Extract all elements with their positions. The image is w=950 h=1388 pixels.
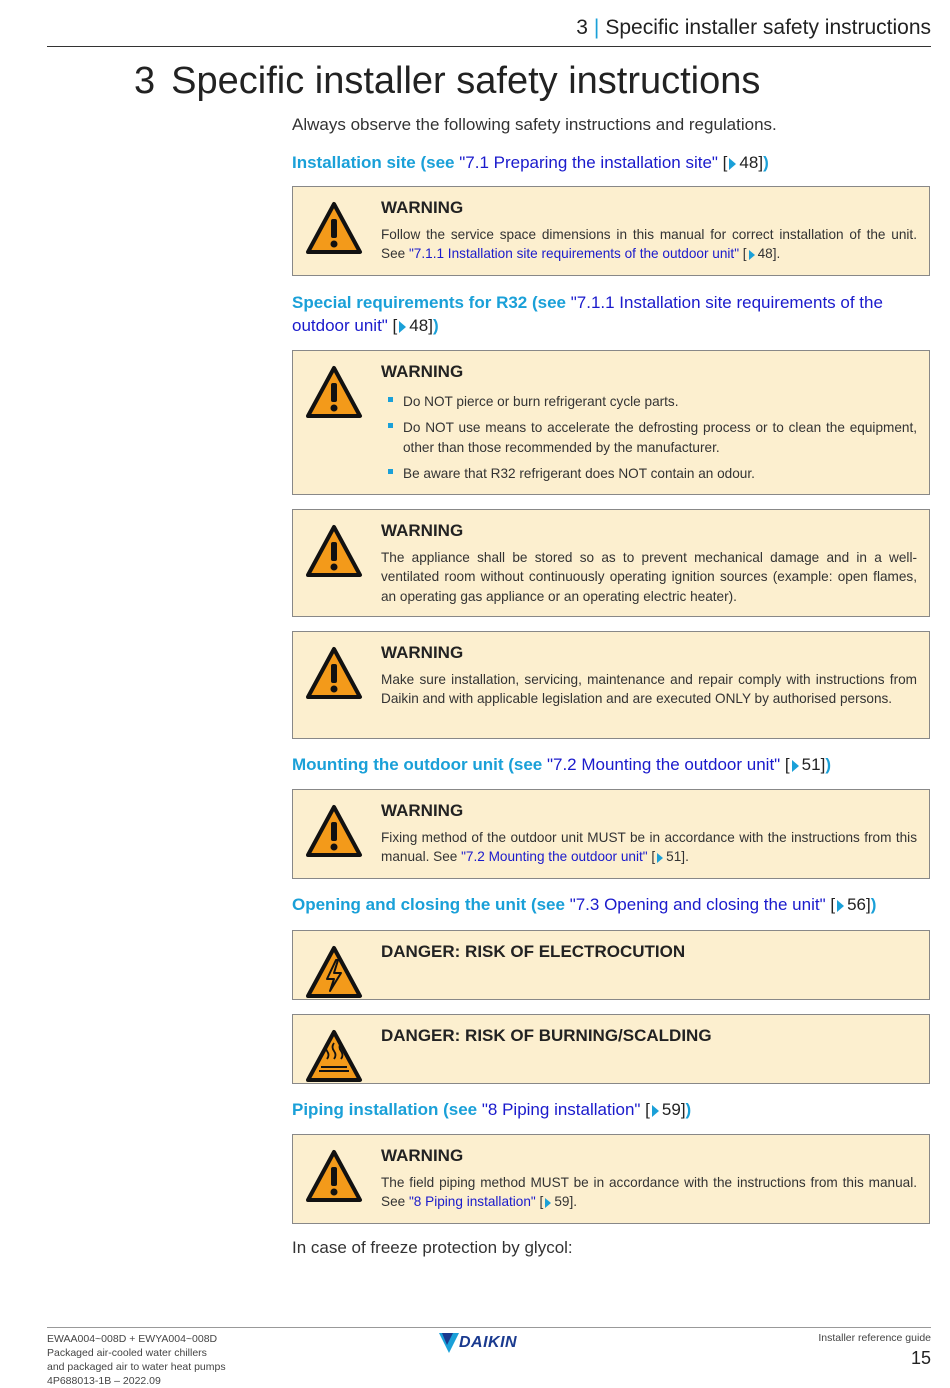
footer-model: EWAA004~008D + EWYA004~008D [47, 1333, 218, 1345]
ref-bracket-open: [ [739, 246, 747, 262]
page-header [47, 14, 931, 47]
bullet-icon [388, 469, 393, 474]
page-ref[interactable]: 59 [661, 1100, 681, 1119]
ref-bracket-open: [ [780, 755, 790, 774]
daikin-logo-text: DAIKIN [459, 1334, 518, 1351]
header-title [576, 16, 931, 40]
page-ref-arrow-icon [652, 1105, 659, 1117]
warning-title: WARNING [381, 362, 464, 381]
warning-triangle-icon [305, 804, 363, 858]
section-heading-text: Piping installation (see [292, 1100, 482, 1119]
chapter-number: 3 [134, 60, 156, 102]
list-item [381, 464, 917, 483]
warning-title: WARNING [381, 801, 464, 820]
header-separator: | [593, 16, 600, 39]
header-chapter-number: 3 [576, 16, 588, 39]
section-heading-installation-site [292, 151, 912, 174]
warning-box [292, 631, 930, 739]
section-link[interactable]: "7.2 Mounting the outdoor unit" [546, 755, 781, 774]
warning-title: WARNING [381, 643, 464, 662]
danger-title: DANGER: RISK OF ELECTROCUTION [381, 942, 686, 961]
warning-text [381, 225, 917, 264]
warning-text: The appliance shall be stored so as to prevent mechanical damage and in a well-ventilated room without continuously operating ignition sources (example: open flames, an operating gas appliance or an operating electric heater). [381, 550, 917, 604]
section-link[interactable]: "7.1.1 Installation site requirements of the outdoor unit" [292, 293, 883, 335]
ref-bracket-open: [ [640, 1100, 650, 1119]
bullet-icon [388, 397, 393, 402]
warning-link[interactable]: "8 Piping installation" [408, 1194, 536, 1210]
ref-bracket-close: ]. [569, 1194, 578, 1210]
ref-bracket-open: [ [717, 153, 728, 172]
warning-body: Fixing method of the outdoor unit MUST be in accordance with the instructions from this manual. See [381, 830, 917, 865]
page-ref-arrow-icon [399, 321, 406, 333]
list-item-text: Do NOT pierce or burn refrigerant cycle parts. [403, 394, 679, 409]
section-heading-piping [292, 1098, 912, 1121]
ref-bracket-close: ] [865, 895, 871, 914]
page-ref-arrow-icon [545, 1198, 551, 1208]
ref-bracket-close: ] [680, 1100, 686, 1119]
warning-title: WARNING [381, 521, 464, 540]
warning-triangle-icon [305, 1149, 363, 1203]
section-heading-paren: ) [763, 153, 769, 172]
page-number: 15 [910, 1348, 931, 1368]
section-heading-paren: ) [432, 316, 439, 335]
ref-bracket-close: ] [820, 755, 826, 774]
daikin-logo [439, 1333, 539, 1353]
section-heading-text: Installation site (see [292, 153, 460, 172]
section-heading-paren: ) [870, 895, 877, 914]
footer-description: and packaged air to water heat pumps [47, 1361, 226, 1373]
warning-box [292, 789, 930, 879]
ref-bracket-open: [ [647, 849, 656, 865]
page-ref[interactable]: 48 [739, 153, 759, 172]
warning-box [292, 1134, 930, 1224]
page-ref[interactable]: 48 [757, 246, 773, 262]
intro-text: Always observe the following safety instructions and regulations. [292, 115, 777, 134]
section-heading-text: Opening and closing the unit (see [292, 895, 570, 914]
section-heading-paren: ) [685, 1100, 692, 1119]
warning-link[interactable]: "7.2 Mounting the outdoor unit" [461, 849, 648, 865]
warning-box [292, 509, 930, 617]
ref-bracket-close: ]. [681, 849, 689, 865]
warning-text [381, 828, 917, 867]
page-ref[interactable]: 59 [554, 1194, 570, 1210]
section-heading-opening-closing [292, 893, 912, 916]
page-ref[interactable]: 48 [409, 316, 429, 335]
chapter-title-text: Specific installer safety instructions [171, 60, 761, 102]
section-link[interactable]: "7.3 Opening and closing the unit" [569, 895, 826, 914]
warning-body: Follow the service space dimensions in this manual for correct installation of the unit. See [381, 227, 917, 262]
page-ref[interactable]: 51 [666, 849, 682, 865]
danger-title: DANGER: RISK OF BURNING/SCALDING [381, 1026, 712, 1045]
page-ref-arrow-icon [792, 760, 799, 772]
warning-triangle-icon [305, 524, 363, 578]
hot-surface-icon [305, 1029, 363, 1083]
page-ref-arrow-icon [657, 853, 663, 863]
footer-document-id: 4P688013-1B – 2022.09 [47, 1375, 161, 1387]
footer-divider [47, 1327, 931, 1328]
warning-triangle-icon [305, 201, 363, 255]
daikin-logo-icon [439, 1333, 461, 1353]
section-heading-mounting [292, 753, 912, 776]
closing-text: In case of freeze protection by glycol: [292, 1238, 573, 1257]
page-ref-arrow-icon [837, 900, 844, 912]
warning-list [381, 392, 917, 491]
warning-title: WARNING [381, 1146, 464, 1165]
ref-bracket-open: [ [535, 1194, 544, 1210]
header-chapter-title: Specific installer safety instructions [605, 16, 931, 39]
electrocution-hazard-icon [305, 945, 363, 999]
section-heading-text: Special requirements for R32 (see [292, 293, 571, 312]
bullet-icon [388, 423, 393, 428]
ref-bracket-open: [ [825, 895, 836, 914]
ref-bracket-close: ] [428, 316, 433, 335]
page-ref[interactable]: 51 [801, 755, 821, 774]
ref-bracket-close: ]. [772, 246, 781, 262]
list-item-text: Be aware that R32 refrigerant does NOT contain an odour. [403, 466, 755, 482]
list-item [381, 392, 917, 411]
warning-text [381, 1173, 917, 1212]
ref-bracket-open: [ [387, 316, 398, 335]
page-ref[interactable]: 56 [847, 895, 866, 914]
section-link[interactable]: "8 Piping installation" [481, 1100, 641, 1119]
warning-triangle-icon [305, 365, 363, 419]
chapter-title [134, 60, 760, 103]
warning-title: WARNING [381, 198, 464, 217]
warning-link[interactable]: "7.1.1 Installation site requirements of the outdoor unit" [408, 246, 740, 262]
warning-box [292, 186, 930, 276]
warning-box [292, 350, 930, 495]
footer-guide-info [818, 1332, 931, 1369]
section-heading-r32 [292, 291, 912, 337]
list-item [381, 418, 917, 457]
footer-description: Packaged air-cooled water chillers [47, 1347, 207, 1359]
warning-triangle-icon [305, 646, 363, 700]
list-item-text: Do NOT use means to accelerate the defrosting process or to clean the equipment, other than those recommended by the manufacturer. [403, 420, 917, 455]
warning-text: Make sure installation, servicing, maintenance and repair comply with instructions from Daikin and with applicable legislation and are executed ONLY by authorised persons. [381, 672, 917, 707]
danger-box [292, 930, 930, 1000]
section-heading-paren: ) [825, 755, 831, 774]
ref-bracket-close: ] [758, 153, 764, 172]
section-link[interactable]: "7.1 Preparing the installation site" [459, 153, 718, 172]
footer-guide-title: Installer reference guide [818, 1332, 931, 1344]
section-heading-text: Mounting the outdoor unit (see [292, 755, 547, 774]
page-ref-arrow-icon [729, 158, 736, 170]
page-ref-arrow-icon [749, 250, 755, 260]
warning-body: The field piping method MUST be in accordance with the instructions from this manual. See [381, 1175, 917, 1210]
footer-product-info [47, 1332, 226, 1388]
danger-box [292, 1014, 930, 1084]
